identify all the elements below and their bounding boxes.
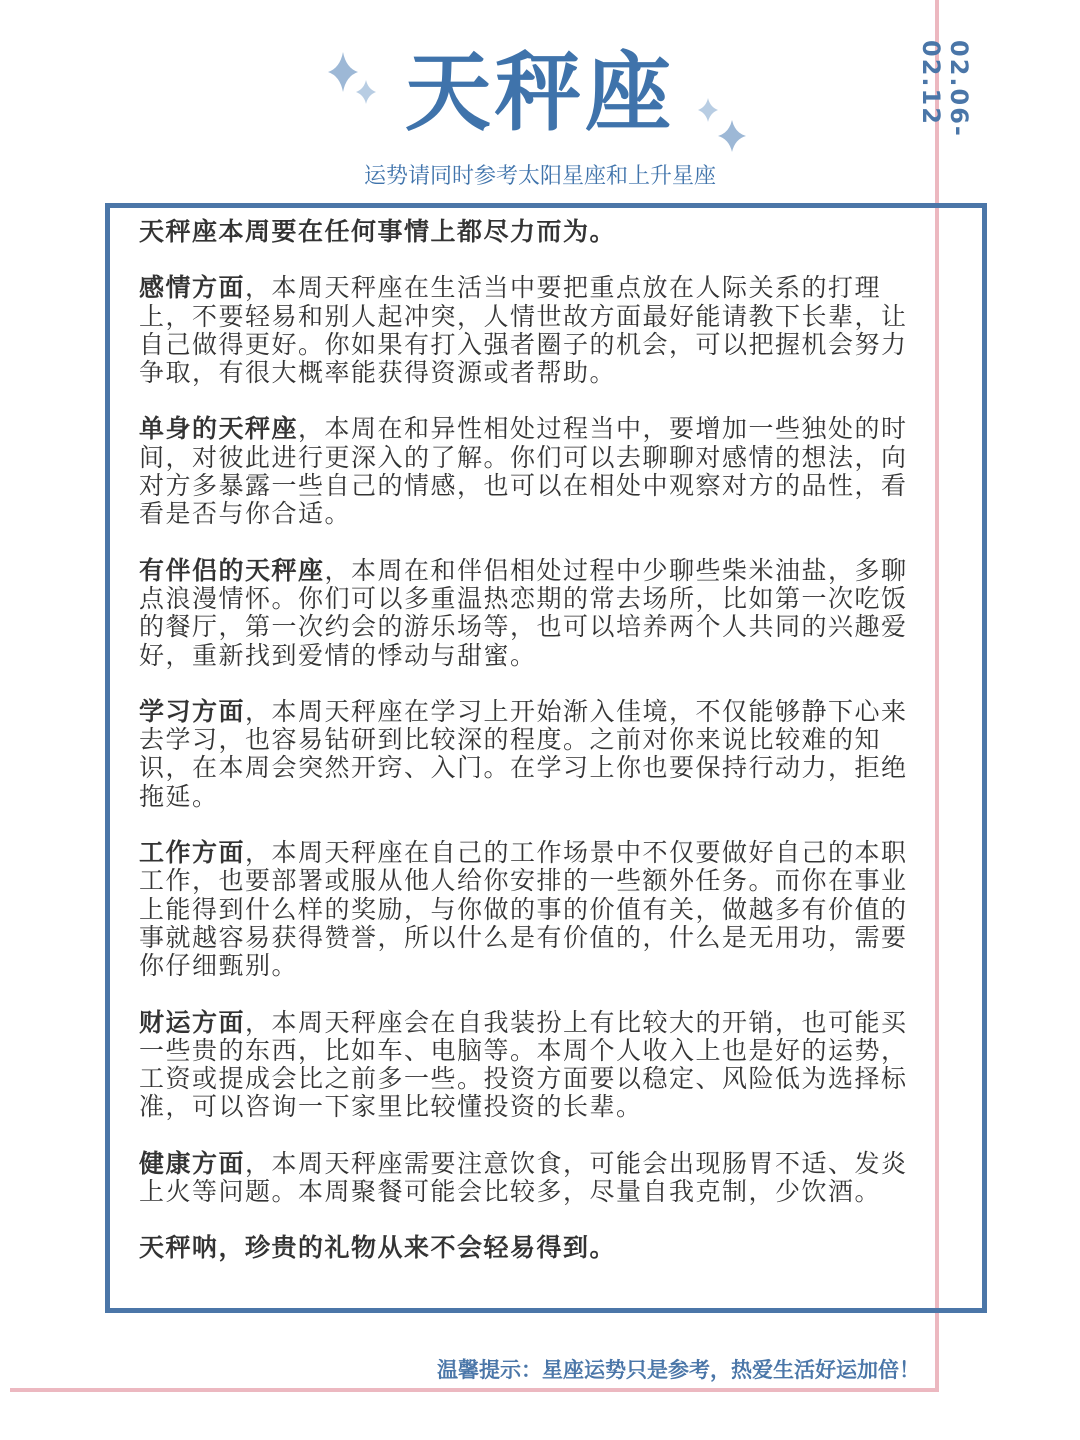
intro-text: 天秤座本周要在任何事情上都尽力而为。 bbox=[139, 217, 617, 246]
section-label: 感情方面 bbox=[139, 273, 246, 303]
section-text: ，本周天秤座在自己的工作场景中不仅要做好自己的本职工作，也要部署或服从他人给你安排的一些额外任务。而你在事业上能得到什么样的奖励，与你做的事的价值有关，做越多有价值的事就越容易获得赞誉，所以什么是有价值的，什么是无用功，需要你仔细甄别。 bbox=[139, 838, 908, 981]
closing-text: 天秤呐，珍贵的礼物从来不会轻易得到。 bbox=[139, 1233, 617, 1263]
intro-paragraph bbox=[139, 218, 929, 246]
section-work bbox=[139, 839, 929, 980]
section-label: 学习方面 bbox=[139, 696, 246, 726]
section-label: 健康方面 bbox=[139, 1148, 246, 1178]
horoscope-box bbox=[105, 203, 987, 1313]
horoscope-content bbox=[139, 218, 929, 1291]
pink-horizontal-line bbox=[10, 1388, 939, 1392]
closing-paragraph bbox=[139, 1234, 929, 1262]
section-text: ，本周在和异性相处过程当中，要增加一些独处的时间，对彼此进行更深入的了解。你们可以去聊聊对感情的想法，向对方多暴露一些自己的情感，也可以在相处中观察对方的品性，看看是否与你合适。 bbox=[139, 414, 908, 529]
section-study bbox=[139, 698, 929, 811]
section-text: ，本周天秤座在生活当中要把重点放在人际关系的打理上，不要轻易和别人起冲突，人情世故方面最好能请教下长辈，让自己做得更好。你如果有打入强者圈子的机会，可以把握机会努力争取，有很大概率能获得资源或者帮助。 bbox=[139, 273, 908, 388]
section-label: 财运方面 bbox=[139, 1007, 246, 1037]
page-subtitle: 运势请同时参考太阳星座和上升星座 bbox=[363, 164, 716, 189]
date-range: 02.06-02.12 bbox=[917, 40, 973, 138]
section-wealth bbox=[139, 1009, 929, 1122]
section-single bbox=[139, 415, 929, 528]
section-love bbox=[139, 274, 929, 387]
section-text: ，本周天秤座会在自我装扮上有比较大的开销，也可能买一些贵的东西，比如车、电脑等。本周个人收入上也是好的运势，工资或提成会比之前多一些。投资方面要以稳定、风险低为选择标准，可以咨询一下家里比较懂投资的长辈。 bbox=[139, 1007, 908, 1122]
footer-tip: 温馨提示：星座运势只是参考，热爱生活好运加倍！ bbox=[437, 1358, 920, 1382]
section-health bbox=[139, 1150, 929, 1207]
section-text: ，本周天秤座需要注意饮食，可能会出现肠胃不适、发炎上火等问题。本周聚餐可能会比较多，尽量自我克制，少饮酒。 bbox=[139, 1148, 908, 1207]
section-text: ，本周天秤座在学习上开始渐入佳境，不仅能够静下心来去学习，也容易钻研到比较深的程度。之前对你来说比较难的知识，在本周会突然开窍、入门。在学习上你也要保持行动力，拒绝拖延。 bbox=[139, 696, 908, 811]
section-label: 工作方面 bbox=[139, 838, 246, 868]
section-label: 有伴侣的天秤座 bbox=[139, 555, 325, 585]
section-partnered bbox=[139, 557, 929, 670]
page-title: 天秤座 bbox=[405, 43, 675, 143]
section-label: 单身的天秤座 bbox=[139, 414, 299, 444]
section-text: ，本周在和伴侣相处过程中少聊些柴米油盐，多聊点浪漫情怀。你们可以多重温热恋期的常去场所，比如第一次吃饭的餐厅，第一次约会的游乐场等，也可以培养两个人共同的兴趣爱好，重新找到爱情的悸动与甜蜜。 bbox=[139, 555, 908, 670]
